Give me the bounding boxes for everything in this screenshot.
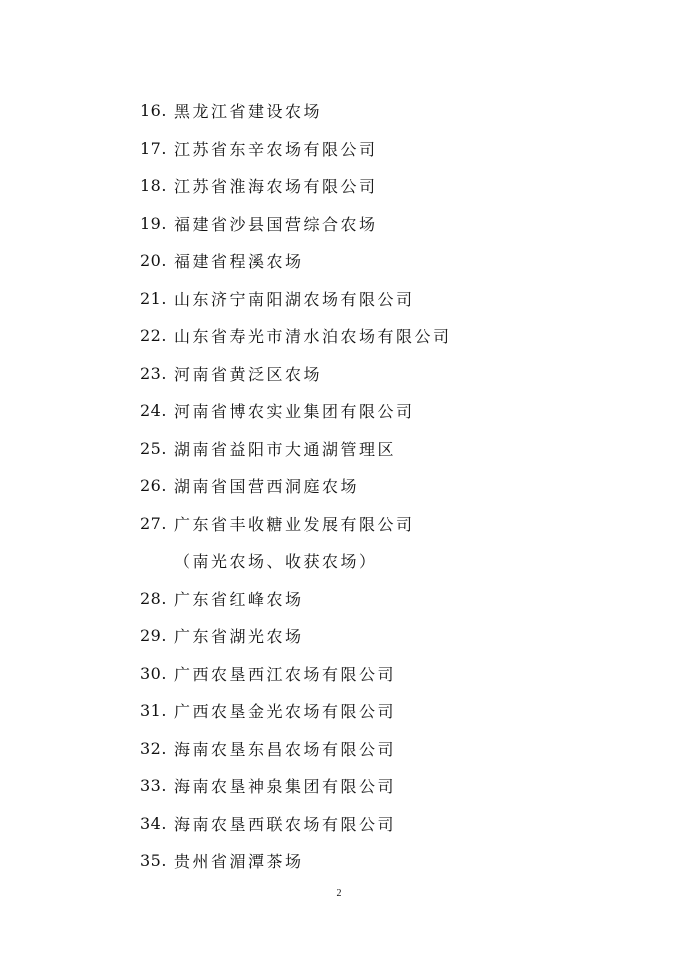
list-item-continuation: [140, 542, 640, 580]
item-text: 海南农垦西联农场有限公司: [174, 814, 397, 834]
item-text: 河南省博农实业集团有限公司: [174, 402, 415, 422]
list-item: [140, 655, 640, 693]
item-number: 21.: [140, 288, 167, 308]
list-item: [140, 242, 640, 280]
item-number: 22.: [140, 326, 167, 346]
item-text: 广西农垦金光农场有限公司: [174, 702, 397, 722]
item-number: 32.: [140, 738, 167, 758]
item-text: 江苏省淮海农场有限公司: [174, 177, 378, 197]
item-text: 海南农垦东昌农场有限公司: [174, 739, 397, 759]
item-number: 26.: [140, 476, 167, 496]
page-number: 2: [336, 888, 342, 899]
list-item: [140, 317, 640, 355]
item-text: 广东省红峰农场: [174, 589, 304, 609]
item-text: 福建省沙县国营综合农场: [174, 214, 378, 234]
item-text: 黑龙江省建设农场: [174, 102, 323, 122]
farm-list: [140, 92, 640, 880]
item-number: 35.: [140, 851, 167, 871]
item-text: 江苏省东辛农场有限公司: [174, 139, 378, 159]
list-item: [140, 617, 640, 655]
list-item: [140, 805, 640, 843]
item-number: 24.: [140, 401, 167, 421]
list-item: [140, 730, 640, 768]
item-number: 31.: [140, 701, 167, 721]
item-number: 17.: [140, 138, 167, 158]
item-number: 16.: [140, 101, 167, 121]
list-item: [140, 205, 640, 243]
item-text: 贵州省湄潭茶场: [174, 852, 304, 872]
item-number: 30.: [140, 663, 167, 683]
item-number: 19.: [140, 213, 167, 233]
item-text: 湖南省国营西洞庭农场: [174, 477, 360, 497]
item-text: 福建省程溪农场: [174, 252, 304, 272]
item-number: 33.: [140, 776, 167, 796]
list-item: [140, 505, 640, 543]
item-number: 28.: [140, 588, 167, 608]
item-number: 34.: [140, 813, 167, 833]
list-item: [140, 580, 640, 618]
item-text: 广东省湖光农场: [174, 627, 304, 647]
list-item: [140, 430, 640, 468]
list-item: [140, 355, 640, 393]
item-number: 18.: [140, 176, 167, 196]
item-number: 27.: [140, 513, 167, 533]
list-item: [140, 692, 640, 730]
item-text: 湖南省益阳市大通湖管理区: [174, 439, 397, 459]
item-text: 海南农垦神泉集团有限公司: [174, 777, 397, 797]
item-text: 山东省寿光市清水泊农场有限公司: [174, 327, 452, 347]
item-text: 广西农垦西江农场有限公司: [174, 664, 397, 684]
item-number: 25.: [140, 438, 167, 458]
item-text: 广东省丰收糖业发展有限公司: [174, 514, 415, 534]
list-item: [140, 167, 640, 205]
list-item: [140, 280, 640, 318]
item-continuation-text: （南光农场、收获农场）: [174, 552, 378, 572]
list-item: [140, 130, 640, 168]
list-item: [140, 467, 640, 505]
list-item: [140, 92, 640, 130]
item-text: 山东济宁南阳湖农场有限公司: [174, 289, 415, 309]
item-number: 29.: [140, 626, 167, 646]
list-item: [140, 392, 640, 430]
item-text: 河南省黄泛区农场: [174, 364, 323, 384]
item-number: 20.: [140, 251, 167, 271]
item-number: 23.: [140, 363, 167, 383]
list-item: [140, 842, 640, 880]
list-item: [140, 767, 640, 805]
